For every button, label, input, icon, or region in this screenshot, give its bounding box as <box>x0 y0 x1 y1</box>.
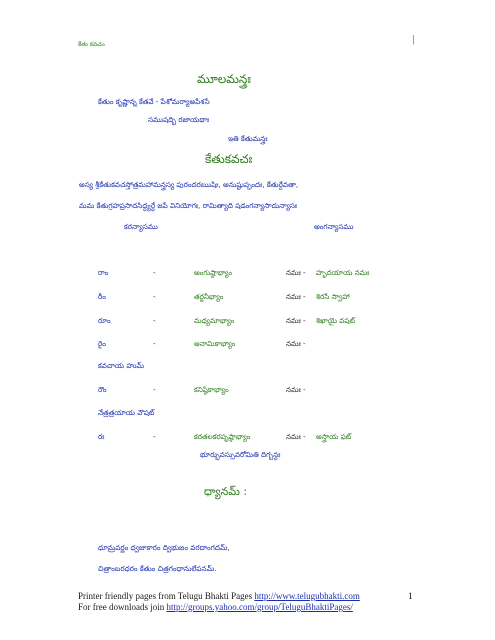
footer-group-link[interactable]: http://groups.yahoo.com/group/TeluguBhaktiPages/ <box>166 602 353 612</box>
digbandha-line: భూర్భువస్సువరోమితి దిగ్బన్ధః <box>200 450 281 459</box>
intro-line-2: మమ కేతుగ్రహప్రసాదసిద్ధ్యర్థే జపే వినియోగః, రామిత్యాది షడంగన్యాసాదున్యాసః <box>79 201 298 210</box>
table-row <box>98 408 418 420</box>
table-row <box>98 292 418 304</box>
finger: కనిష్ఠికాభ్యాం <box>194 385 229 394</box>
intro-line-1: అస్య శ్రీకేతుకవచస్తోత్రమహామన్త్రస్య పురందరఋషిః, అనుష్టుప్ఛందః, కేతుర్దేవతా, <box>79 180 299 189</box>
anga-full: కవచాయ హుమ్ <box>98 361 145 370</box>
page-number: 1 <box>408 591 413 601</box>
footer-prefix-2: For free downloads join <box>78 602 167 612</box>
bija: రీం <box>98 292 106 301</box>
finger: తర్జనీభ్యాం <box>194 292 224 301</box>
table-row <box>98 339 418 351</box>
bija: రూం <box>98 316 111 325</box>
dash: - <box>153 385 156 394</box>
dash: - <box>153 316 156 325</box>
namah: నమః - <box>286 432 306 441</box>
mula-line-1: కేతుం కృష్ణాన్న కేతవే - పేశోమర్యాఅపేశసే <box>98 97 210 106</box>
anga: శిరసే స్వాహా <box>316 292 350 301</box>
namah: నమః - <box>286 292 306 301</box>
footer-site-link[interactable]: http://www.telugubhakti.com <box>254 591 360 601</box>
namah: నమః - <box>286 339 306 348</box>
namah: నమః - <box>286 385 306 394</box>
dash: - <box>153 268 156 277</box>
anga: హృదయాయ నమః <box>316 268 370 277</box>
bija: రైం <box>98 339 106 348</box>
finger: అంగుష్ఠాభ్యాం <box>194 268 232 277</box>
dhyana-title: ధ్యానమ్ : <box>204 485 248 498</box>
footer-prefix-1: Printer friendly pages from Telugu Bhakti Pages <box>78 591 255 601</box>
table-row <box>98 361 418 373</box>
table-row <box>98 268 418 280</box>
table-row <box>98 316 418 328</box>
mula-line-2: సముషద్భి రజాయథాః <box>148 115 210 124</box>
bija: రౌం <box>98 385 107 394</box>
anganyasa-heading: అంగన్యాసము <box>314 222 354 231</box>
finger: అనామికాభ్యాం <box>194 339 236 348</box>
header-page-mark: | <box>412 35 416 45</box>
dash: - <box>153 292 156 301</box>
iti-ketu-mantra: ఇతి కేతుమన్త్రః <box>228 134 268 143</box>
bija: రాం <box>98 268 109 277</box>
dash: - <box>153 339 156 348</box>
footer-line-2 <box>78 602 353 612</box>
karanyasa-heading: కరన్యాసము <box>124 222 158 231</box>
finger: కరతలకరపృష్ఠాభ్యాం <box>194 432 251 441</box>
anga-full: నేత్రత్రయాయ వౌషట్ <box>98 408 155 417</box>
dhyana-line-1: ధూమ్రవర్ణం ధ్వజాకారం ద్విభుజం వరదాంగదమ్, <box>98 543 230 552</box>
dhyana-line-2: చిత్రాంబరధరం కేతుం చిత్రగంధానులేపనమ్. <box>98 564 217 573</box>
finger: మధ్యమాభ్యాం <box>194 316 235 325</box>
namah: నమః - <box>286 268 306 277</box>
namah: నమః - <box>286 316 306 325</box>
footer-line-1 <box>78 591 360 601</box>
table-row <box>98 385 418 397</box>
anga: శిఖాయై వషట్ <box>316 316 356 325</box>
table-row <box>98 432 418 444</box>
kavacha-title: కేతుకవచః <box>205 152 253 166</box>
mula-mantra-title: మూలమన్త్రః <box>197 72 251 86</box>
dash: - <box>153 432 156 441</box>
bija: రః <box>98 432 105 441</box>
header-running-title: కేతు కవచం <box>78 41 105 48</box>
anga: అస్త్రాయ ఫట్ <box>316 432 352 441</box>
